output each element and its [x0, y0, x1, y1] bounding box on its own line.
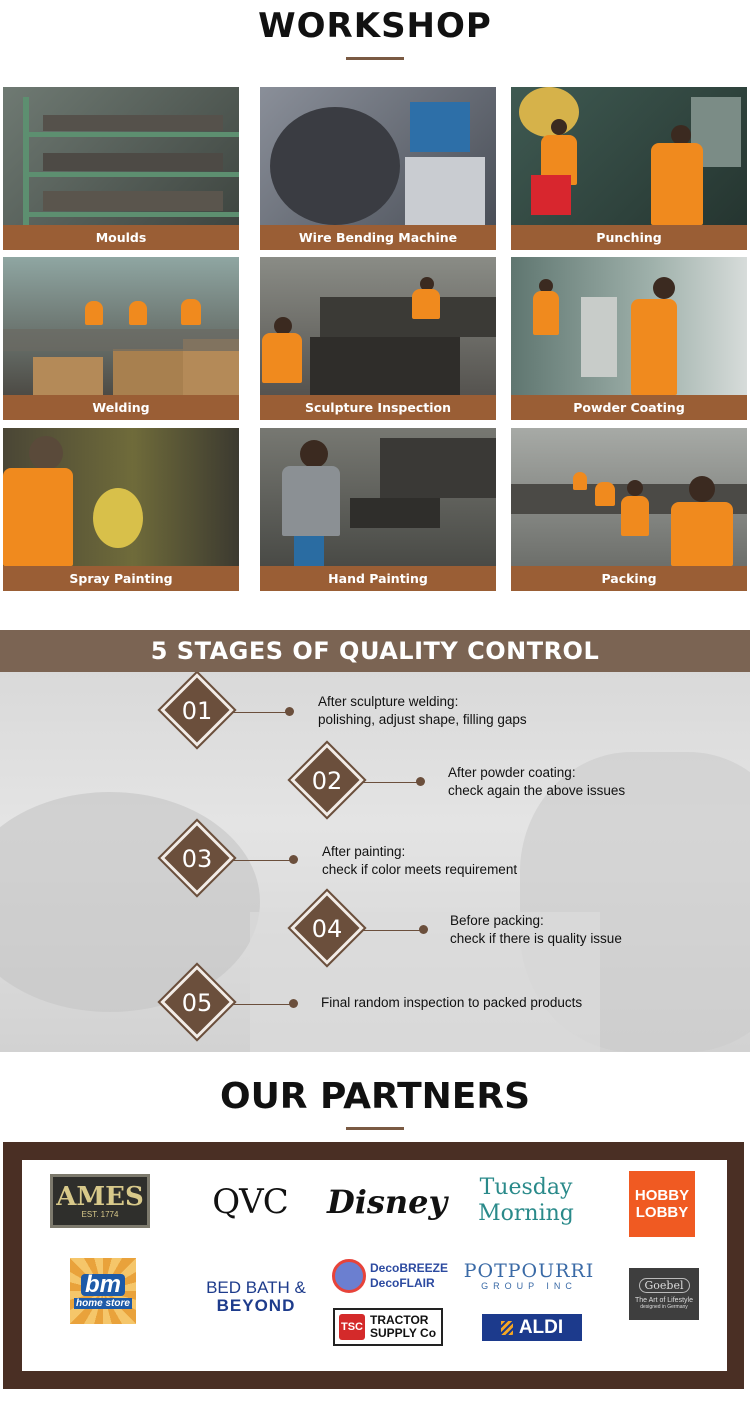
workshop-tile-hand-painting — [260, 428, 496, 591]
partners-frame — [3, 1142, 744, 1389]
workshop-tile-moulds — [3, 87, 239, 250]
bm-home-store-logo: bm home store — [70, 1258, 136, 1324]
stage-text-line1: Final random inspection to packed products — [321, 995, 583, 1010]
stage-number: 01 — [181, 697, 213, 725]
sculpture-inspection-photo — [260, 257, 496, 395]
stage-number: 05 — [181, 989, 213, 1017]
stage-text-line2: polishing, adjust shape, filling gaps — [318, 712, 527, 727]
stage-text-line1: After painting: — [322, 844, 406, 859]
tuesday-morning-logo: Tuesday Morning — [478, 1175, 574, 1226]
tile-caption: Punching — [511, 225, 747, 250]
stage-text-line1: After sculpture welding: — [318, 694, 459, 709]
workshop-grid — [3, 87, 747, 607]
quality-stages — [0, 672, 750, 1052]
tractor-supply-logo: TSC TRACTOR SUPPLY Co — [333, 1308, 443, 1346]
workshop-tile-wire-bending — [260, 87, 496, 250]
stage-text-line1: After powder coating: — [448, 765, 576, 780]
workshop-tile-powder-coating — [511, 257, 747, 420]
welding-photo — [3, 257, 239, 395]
stage-text-line1: Before packing: — [450, 913, 544, 928]
workshop-tile-punching — [511, 87, 747, 250]
hand-painting-photo — [260, 428, 496, 566]
workshop-title-underline — [346, 57, 404, 60]
tile-caption: Welding — [3, 395, 239, 420]
workshop-tile-welding — [3, 257, 239, 420]
qvc-logo: QVC — [212, 1182, 288, 1222]
tile-caption: Hand Painting — [260, 566, 496, 591]
ames-logo: AMES EST. 1774 — [50, 1174, 150, 1228]
workshop-title: WORKSHOP — [258, 6, 492, 46]
decobreeze-decoflair-logo: DecoBREEZE DecoFLAIR — [332, 1252, 448, 1300]
workshop-tile-packing — [511, 428, 747, 591]
workshop-tile-spray-painting — [3, 428, 239, 591]
tile-caption: Spray Painting — [3, 566, 239, 591]
tile-caption: Packing — [511, 566, 747, 591]
partners-title-underline — [346, 1127, 404, 1130]
bed-bath-beyond-logo: BED BATH & BEYOND — [206, 1278, 306, 1315]
partners-title: OUR PARTNERS — [219, 1076, 531, 1117]
spray-painting-photo — [3, 428, 239, 566]
stage-text-line2: check if color meets requirement — [322, 862, 518, 877]
punching-photo — [511, 87, 747, 225]
workshop-tile-sculpture-inspection — [260, 257, 496, 420]
hummingbird-icon — [332, 1259, 366, 1293]
tile-caption: Moulds — [3, 225, 239, 250]
stage-number: 03 — [181, 845, 213, 873]
powder-coating-photo — [511, 257, 747, 395]
partners-logo-panel — [22, 1160, 727, 1371]
aldi-logo: ALDI — [482, 1314, 582, 1341]
stage-number: 02 — [311, 767, 343, 795]
potpourri-group-logo: POTPOURRI GROUP INC — [463, 1260, 595, 1291]
moulds-photo — [3, 87, 239, 225]
goebel-logo: Goebel The Art of Lifestyle designed in Germany — [629, 1268, 699, 1320]
stage-number: 04 — [311, 915, 343, 943]
disney-logo: Disney — [326, 1183, 448, 1221]
tile-caption: Sculpture Inspection — [260, 395, 496, 420]
hobby-lobby-logo: HOBBY LOBBY — [629, 1171, 695, 1237]
tile-caption: Powder Coating — [511, 395, 747, 420]
tile-caption: Wire Bending Machine — [260, 225, 496, 250]
quality-title: 5 STAGES OF QUALITY CONTROL — [0, 630, 750, 672]
stage-text-line2: check again the above issues — [448, 783, 626, 798]
aldi-stripes-icon — [501, 1321, 513, 1335]
wire-bending-photo — [260, 87, 496, 225]
packing-photo — [511, 428, 747, 566]
stage-text-line2: check if there is quality issue — [450, 931, 622, 946]
